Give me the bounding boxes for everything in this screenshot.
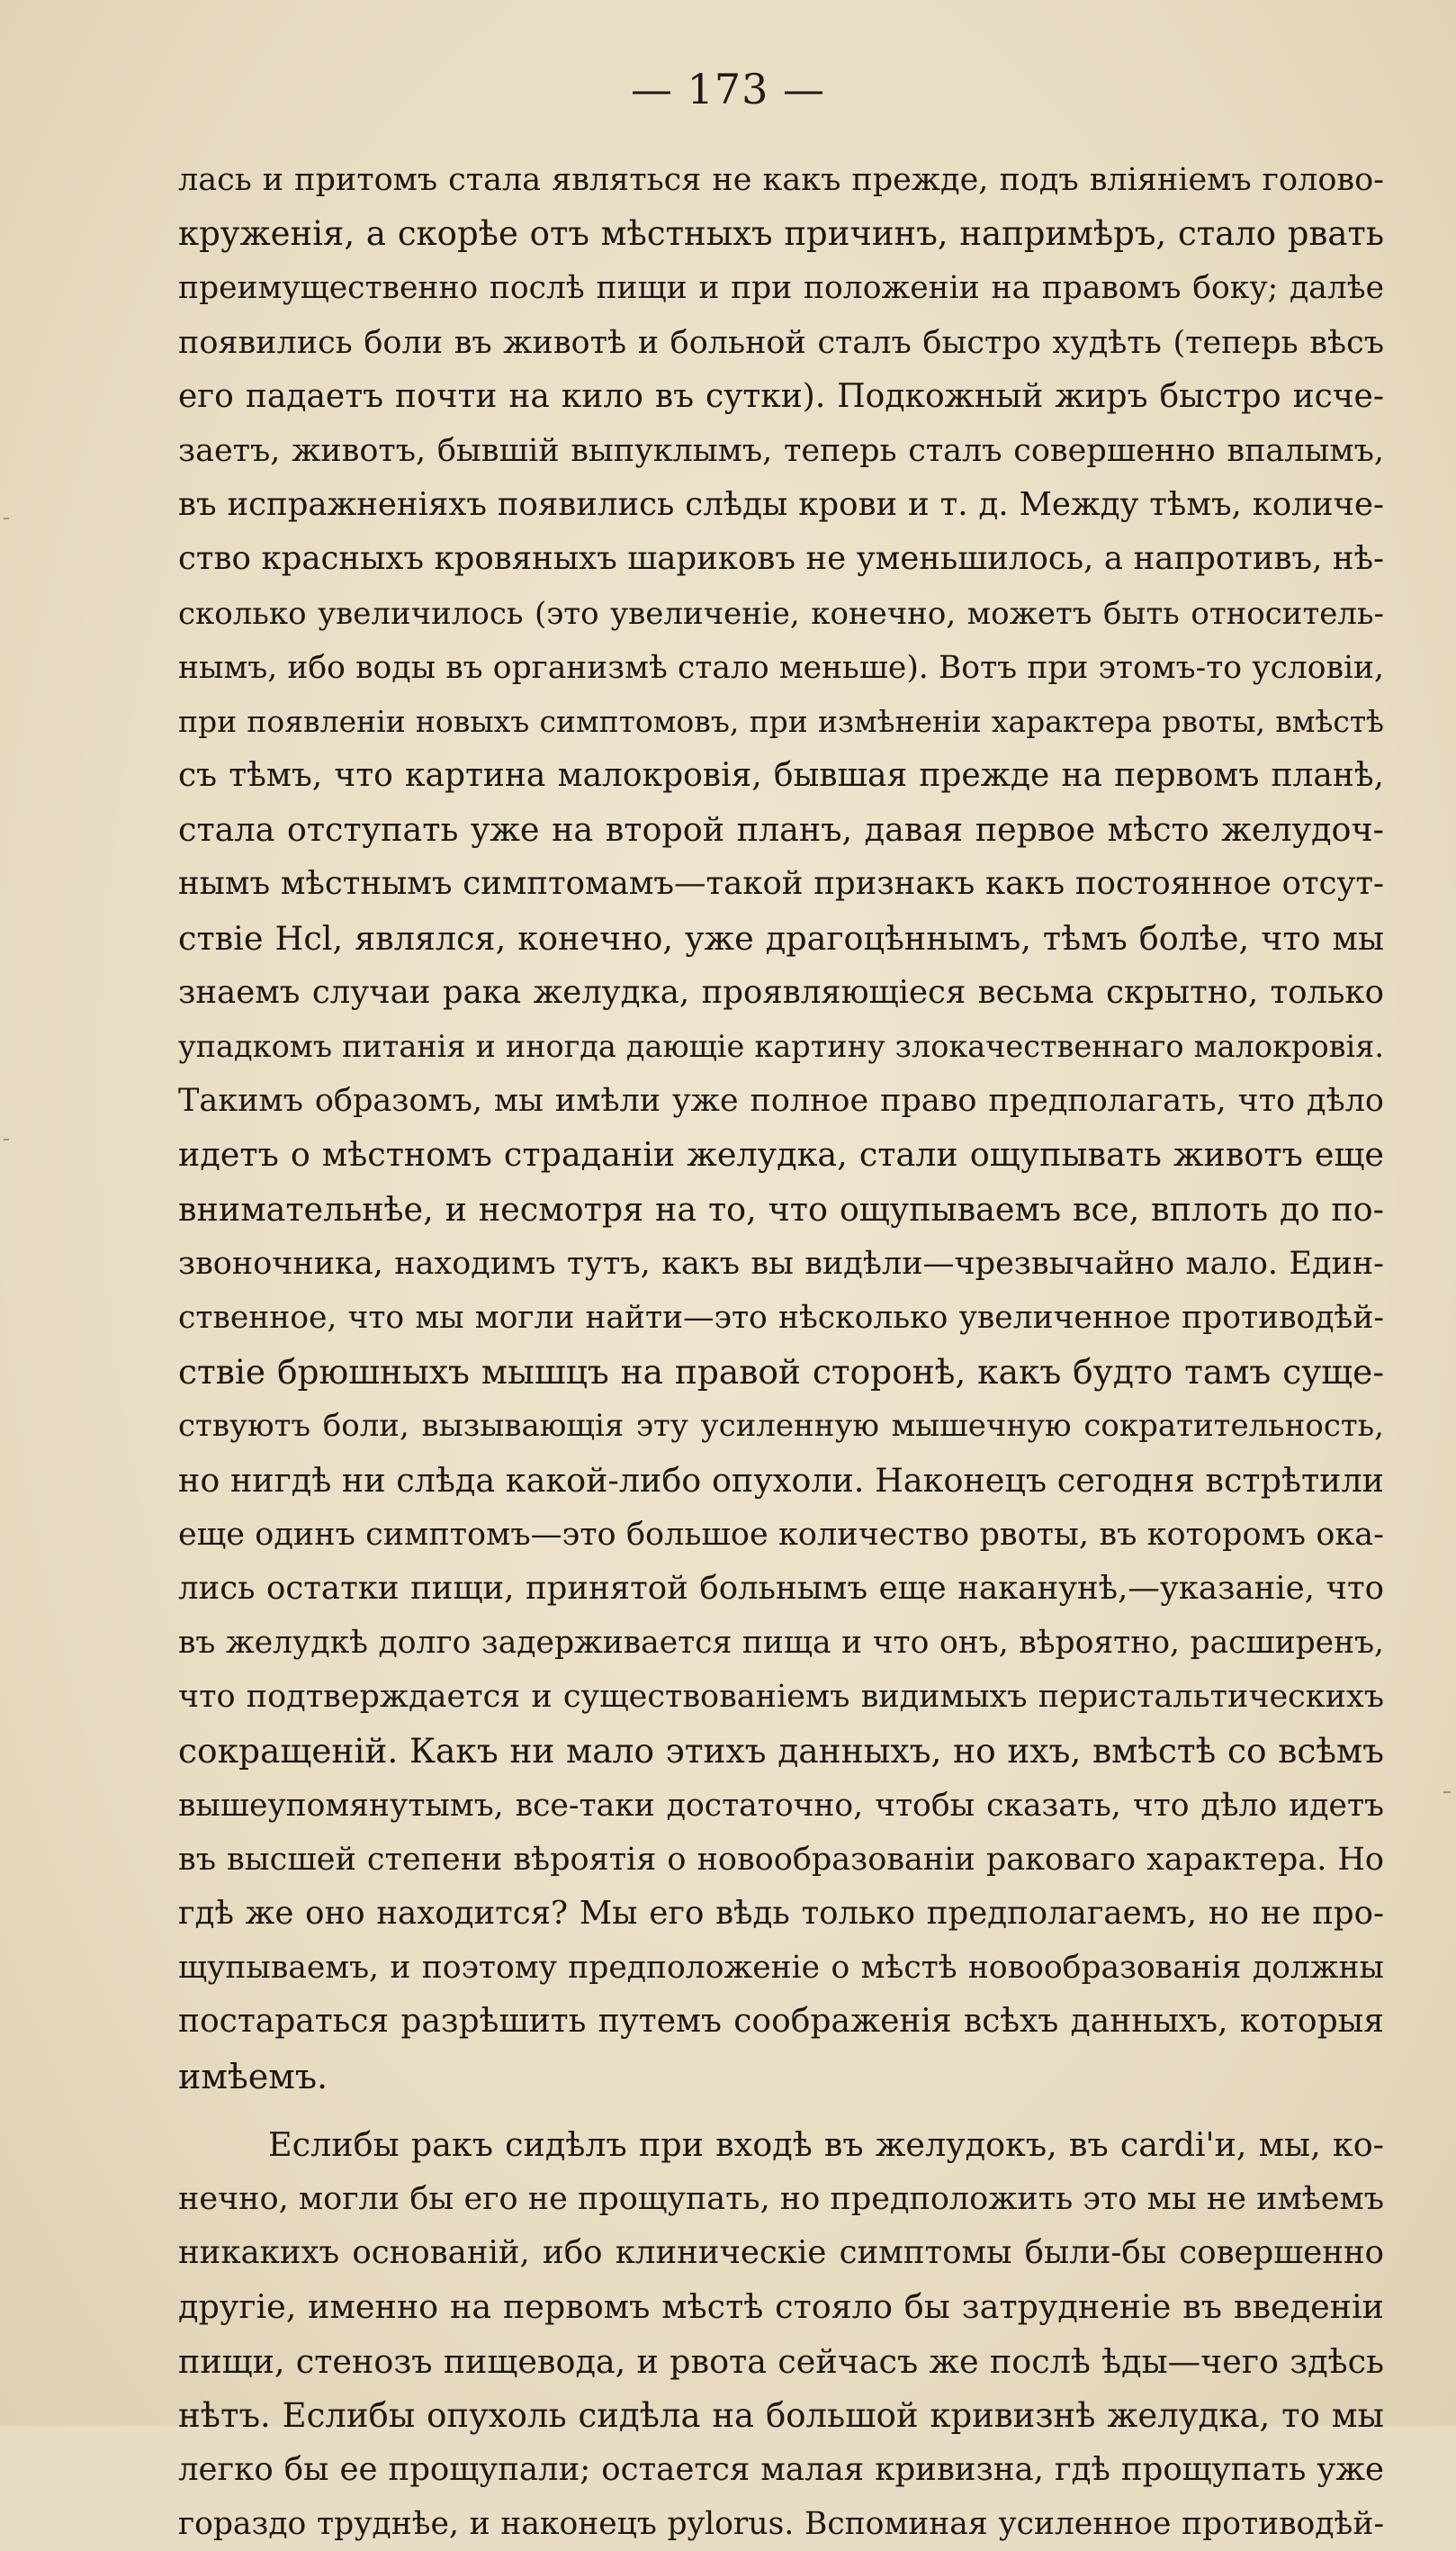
text-line: Такимъ образомъ, мы имѣли уже полное право предполагать, что дѣло — [178, 1083, 1384, 1120]
text-line: сколько увеличилось (это увеличеніе, конечно, можетъ быть относитель- — [178, 595, 1384, 632]
text-line: никакихъ основаній, ибо клиническіе симптомы были-бы совершенно — [178, 2234, 1384, 2272]
text-line: стала отступать уже на второй планъ, давая первое мѣсто желудоч- — [178, 810, 1384, 850]
text-line: лась и притомъ стала являться не какъ прежде, подъ вліяніемъ голово- — [178, 162, 1384, 198]
margin-mark-left-lower — [4, 1139, 9, 1140]
text-line: имѣемъ. — [178, 2056, 328, 2096]
margin-mark-left — [4, 518, 9, 519]
text-line: идетъ о мѣстномъ страданіи желудка, стали ощупывать животъ еще — [178, 1135, 1384, 1175]
text-line: щупываемъ, и поэтому предположеніе о мѣстѣ новообразованія должны — [178, 1950, 1384, 1987]
text-line: постараться разрѣшить путемъ соображенія всѣхъ данныхъ, которыя — [178, 2003, 1384, 2041]
text-line: лись остатки пищи, принятой больнымъ еще наканунѣ,—указаніе, что — [178, 1569, 1384, 1607]
text-line: нымъ мѣстнымъ симптомамъ—такой признакъ какъ постоянное отсут- — [178, 865, 1384, 903]
text-line: пищи, стенозъ пищевода, и рвота сейчасъ же послѣ ѣды—чего здѣсь — [178, 2341, 1384, 2381]
text-line: ствуютъ боли, вызывающія эту усиленную мышечную сократительность, — [178, 1408, 1384, 1445]
text-line: съ тѣмъ, что картина малокровія, бывшая прежде на первомъ планѣ, — [178, 757, 1384, 795]
text-line: еще одинъ симптомъ—это большое количество рвоты, въ которомъ ока- — [178, 1516, 1384, 1553]
text-line: нымъ, ибо воды въ организмѣ стало меньше). Вотъ при этомъ-то условіи, — [178, 649, 1384, 686]
text-line: гораздо труднѣе, и наконецъ pylorus. Вспоминая усиленное противодѣй- — [178, 2506, 1384, 2543]
body-text — [178, 153, 1384, 2551]
text-line: въ желудкѣ долго задерживается пища и что онъ, вѣроятно, расширенъ, — [178, 1625, 1384, 1662]
text-line: Еслибы ракъ сидѣлъ при входѣ въ желудокъ, въ cardi'и, мы, ко- — [268, 2124, 1384, 2164]
text-line: ствіе брюшныхъ мышцъ на правой сторонѣ, какъ будто тамъ суще- — [178, 1352, 1384, 1393]
text-line: что подтверждается и существованіемъ видимыхъ перистальтическихъ — [178, 1679, 1384, 1716]
text-line: ство красныхъ кровяныхъ шариковъ не уменьшилось, а напротивъ, нѣ- — [178, 540, 1384, 578]
text-line: но нигдѣ ни слѣда какой-либо опухоли. Наконецъ сегодня встрѣтили — [178, 1460, 1384, 1500]
margin-mark-right — [1443, 1791, 1451, 1793]
text-line: при появленіи новыхъ симптомовъ, при измѣненіи характера рвоты, вмѣстѣ — [178, 703, 1384, 739]
page-number: — 173 — — [630, 65, 826, 113]
text-line: заетъ, животъ, бывшій выпуклымъ, теперь сталъ совершенно впалымъ, — [178, 432, 1384, 469]
text-line: въ высшей степени вѣроятія о новообразованіи раковаго характера. Но — [178, 1841, 1384, 1878]
text-line: ственное, что мы могли найти—это нѣсколько увеличенное противодѣй- — [178, 1299, 1384, 1336]
text-line: ствіе Hcl, являлся, конечно, уже драгоцѣннымъ, тѣмъ болѣе, что мы — [178, 918, 1384, 958]
text-line: въ испражненіяхъ появились слѣды крови и т. д. Между тѣмъ, количе- — [178, 486, 1384, 524]
text-line: внимательнѣе, и несмотря на то, что ощупываемъ все, вплоть до по- — [178, 1189, 1384, 1229]
text-line: знаемъ случаи рака желудка, проявляющіеся весьма скрытно, только — [178, 973, 1384, 1011]
paragraph-gap — [178, 2104, 1384, 2118]
text-line: нечно, могли бы его не прощупать, но предположить это мы не имѣемъ — [178, 2180, 1384, 2217]
text-line: преимущественно послѣ пищи и при положеніи на правомъ боку; далѣе — [178, 270, 1384, 307]
text-line: упадкомъ питанія и иногда дающіе картину злокачественнаго малокровія. — [178, 1029, 1384, 1064]
text-line: нѣтъ. Еслибы опухоль сидѣла на большой кривизнѣ желудка, то мы — [178, 2395, 1384, 2435]
text-line: вышеупомянутымъ, все-таки достаточно, чтобы сказать, что дѣло идетъ — [178, 1787, 1384, 1824]
text-line: сокращеній. Какъ ни мало этихъ данныхъ, но ихъ, вмѣстѣ со всѣмъ — [178, 1731, 1384, 1771]
text-line: звоночника, находимъ тутъ, какъ вы видѣли—чрезвычайно мало. Един- — [178, 1245, 1384, 1282]
text-line: другіе, именно на первомъ мѣстѣ стояло бы затрудненіе въ введеніи — [178, 2287, 1384, 2327]
text-line: появились боли въ животѣ и больной сталъ быстро худѣть (теперь вѣсъ — [178, 324, 1384, 361]
text-line: его падаетъ почти на кило въ сутки). Подкожный жиръ быстро исче- — [178, 377, 1384, 415]
text-line: легко бы ее прощупали; остается малая кривизна, гдѣ прощупать уже — [178, 2450, 1384, 2488]
text-line: гдѣ же оно находится? Мы его вѣдь только предполагаемъ, но не про- — [178, 1895, 1384, 1932]
text-line: круженія, а скорѣе отъ мѣстныхъ причинъ, напримѣръ, стало рвать — [178, 214, 1384, 254]
